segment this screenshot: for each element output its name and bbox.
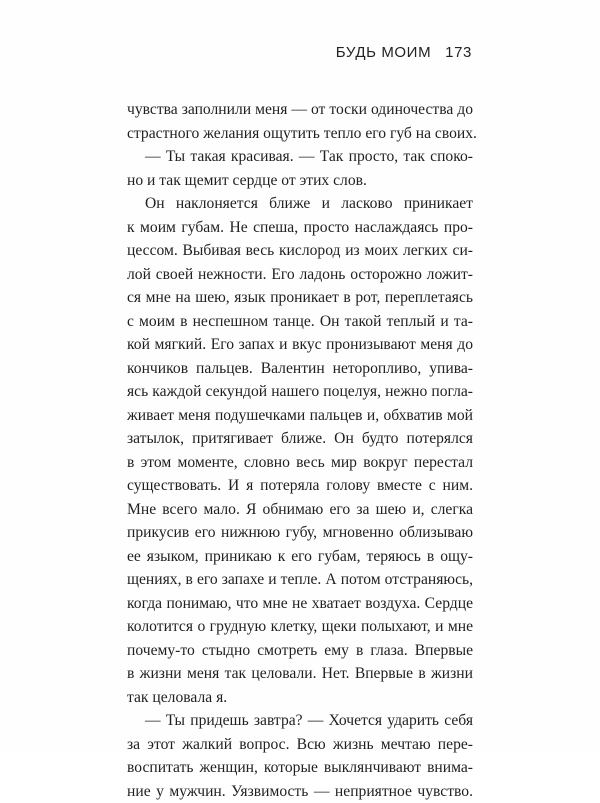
page-number: 173 [445,44,472,61]
text-line: — Ты такая красивая. — Так просто, так споко- [127,145,473,169]
text-line: к моим губам. Не спеша, просто наслаждаясь про- [127,216,473,240]
text-line: Он наклоняется ближе и ласково приникает [127,192,473,216]
text-line: затылок, притягивает ближе. Он будто потерялся [127,427,473,451]
text-line: почему-то стыдно смотреть ему в глаза. Впервые [127,639,473,663]
text-line: ясь каждой секундой нашего поцелуя, нежно погла- [127,380,473,404]
text-line: кой мягкий. Его запах и вкус пронизывают меня до [127,333,473,357]
text-line: прикусив его нижнюю губу, мгновенно облизываю [127,521,473,545]
text-line: существовать. И я потеряла голову вместе с ним. [127,474,473,498]
text-line: воспитать женщин, которые выклянчивают внима- [127,756,473,780]
book-title: БУДЬ МОИМ [336,44,431,61]
body-text [127,98,473,803]
text-line: цессом. Выбивая весь кислород из моих легких си- [127,239,473,263]
text-line: ние у мужчин. Уязвимость — неприятное чувство. [127,780,473,803]
text-line: кончиков пальцев. Валентин неторопливо, упива- [127,357,473,381]
text-line: в жизни меня так целовали. Нет. Впервые в жизни [127,662,473,686]
text-line: в этом моменте, словно весь мир вокруг перестал [127,451,473,475]
text-line: за этот жалкий вопрос. Всю жизнь мечтаю пере- [127,733,473,757]
text-line: так целовала я. [127,686,473,710]
text-line: с моим в неспешном танце. Он такой теплый и та- [127,310,473,334]
text-line: колотится о грудную клетку, щеки полыхают, и мне [127,615,473,639]
text-line: чувства заполнили меня — от тоски одиночества до [127,98,473,122]
running-head [336,44,472,61]
text-line: когда понимаю, что мне не хватает воздуха. Сердце [127,592,473,616]
text-line: Мне всего мало. Я обнимаю его за шею и, слегка [127,498,473,522]
text-line: страстного желания ощутить тепло его губ на своих. [127,122,473,146]
text-line: щениях, в его запахе и тепле. А потом отстраняюсь, [127,568,473,592]
text-line: лой своей нежности. Его ладонь осторожно ложит- [127,263,473,287]
text-line: но и так щемит сердце от этих слов. [127,169,473,193]
text-line: ее языком, приникаю к его губам, теряюсь в ощу- [127,545,473,569]
text-line: ся мне на шею, язык проникает в рот, переплетаясь [127,286,473,310]
text-line: живает меня подушечками пальцев и, обхватив мой [127,404,473,428]
text-line: — Ты придешь завтра? — Хочется ударить себя [127,709,473,733]
